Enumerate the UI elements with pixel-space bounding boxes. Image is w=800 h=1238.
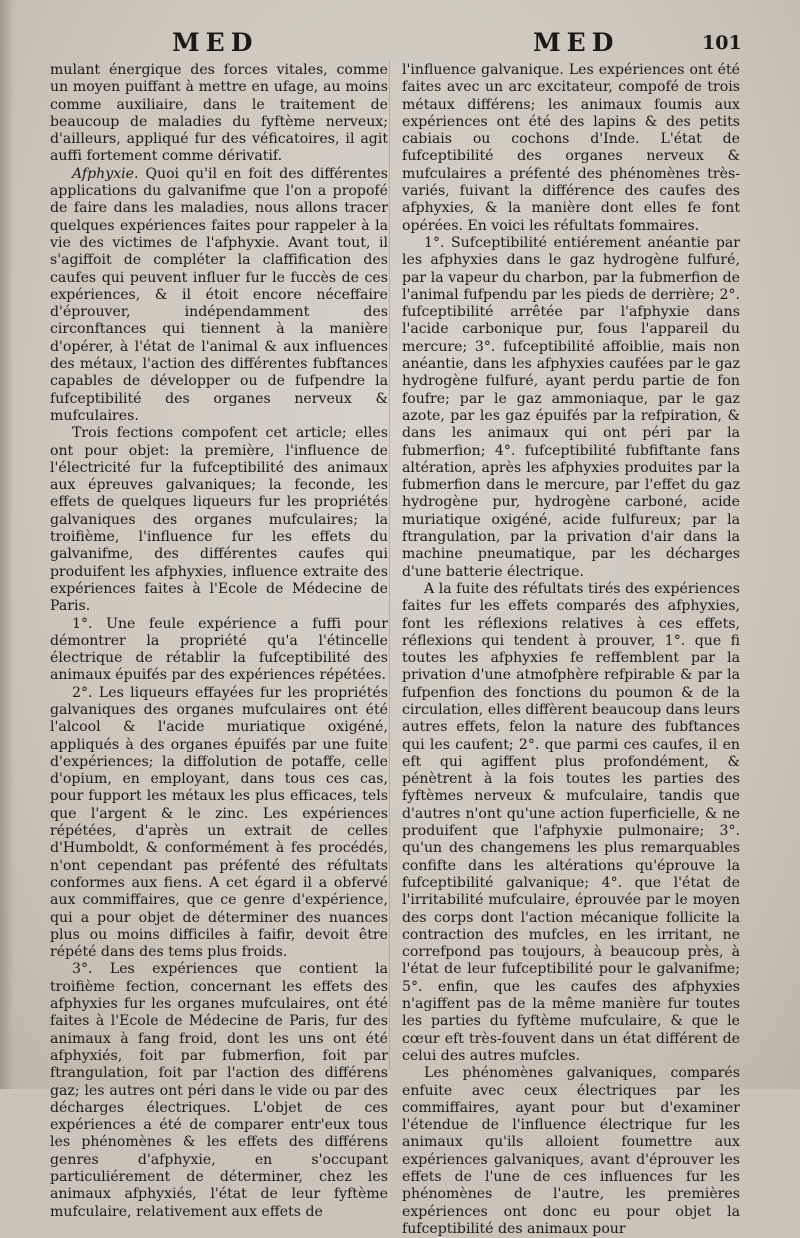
running-head-right: MED	[533, 28, 620, 57]
paragraph	[50, 425, 388, 615]
paragraph	[50, 616, 388, 685]
paragraph	[50, 166, 388, 425]
page-number: 101	[702, 32, 742, 54]
paragraph	[402, 581, 740, 1065]
paragraph-text: 1°. Une feule expérience a fuffi pour démontrer la propriété qu'a l'étincelle électrique de rétablir la fufceptibilité des animaux épuifés par des expériences répétées.	[50, 615, 388, 684]
paragraph-text: Les phénomènes galvaniques, comparés enfuite avec ceux électriques par les commiffaires, ayant pour but d'examiner l'étendue de l'influence électrique fur les animaux qu'ils alloient foumettre aux expériences galvaniques, avant d'éprouver les effets de l'une de ces influences fur les phénomènes de l'autre, les premières expériences ont donc eu pour objet la fufceptibilité des animaux pour	[402, 1065, 740, 1237]
paragraph-text: mulant énergique des forces vitales, comme un moyen puiffant à mettre en ufage, au moins comme auxiliaire, dans le traitement de beaucoup de maladies du fyftème nerveux; d'ailleurs, appliqué fur des véficatoires, il agit auffi fortement comme dérivatif.	[50, 62, 388, 165]
paragraph-text: Quoi qu'il en foit des différentes applications du galvanifme que l'on a propofé de faire dans les maladies, nous allons tracer quelques expériences faites pour rappeler à la vie des victimes de l'afphyxie. Avant tout, il s'agiffoit de compléter la claffification des caufes qui peuvent influer fur le fuccès de ces expériences, & il étoit encore néceffaire d'éprouver, indépendamment des circonftances qui tiennent à la manière d'opérer, à l'état de l'animal & aux influences des métaux, l'action des différentes fubftances capables de développer ou de fufpendre la fufceptibilité des organes nerveux & mufculaires.	[50, 165, 388, 424]
paragraph-text: 3°. Les expériences que contient la troifième fection, concernant les effets des afphyxies fur les organes mufculaires, ont été faites à l'Ecole de Médecine de Paris, fur des animaux à fang froid, dont les uns ont été afphyxiés, foit par fubmerfion, foit par ftrangulation, foit par l'action des différens gaz; les autres ont péri dans le vide ou par des décharges électriques. L'objet de ces expériences a été de comparer entr'eux tous les phénomènes & les effets des différens genres d'afphyxie, en s'occupant particuliérement de déterminer, chez les animaux afphyxiés, l'état de leur fyftème mufculaire, relativement aux effets de	[50, 961, 388, 1220]
paragraph	[402, 1065, 740, 1238]
paragraph	[50, 62, 388, 166]
left-column	[50, 62, 388, 1220]
right-column	[402, 62, 740, 1237]
paragraph-text: A la fuite des réfultats tirés des expériences faites fur les effets comparés des afphyxies, font les réflexions relatives à ces effets, réflexions qui tendent à prouver, 1°. que fi toutes les afphyxies fe reffemblent par la privation d'une atmofphère refpirable & par la fufpenfion des fonctions du poumon & de la circulation, elles diffèrent beaucoup dans leurs autres effets, felon la nature des fubftances qui les caufent; 2°. que parmi ces caufes, il en eft qui agiffent plus profondément, & pénètrent à la fois toutes les parties des fyftèmes nerveux & mufculaire, tandis que d'autres n'ont qu'une action fuperficielle, & ne produifent que l'afphyxie pulmonaire; 3°. qu'un des changemens les plus remarquables confifte dans les altérations qu'éprouve la fufceptibilité galvanique; 4°. que l'état de l'irritabilité mufculaire, éprouvée par le moyen des corps dont l'action mécanique follicite la contraction des mufcles, en les irritant, ne correfpond pas toujours, à beaucoup près, à l'état de leur fufceptibilité pour le galvanifme; 5°. enfin, que les caufes des afphyxies n'agiffent pas de la même manière fur toutes les parties du fyftème mufculaire, & que le cœur eft très-fouvent dans un état différent de celui des autres mufcles.	[402, 580, 740, 1064]
paragraph-lead: Afphyxie.	[72, 165, 139, 182]
binding-shadow	[0, 0, 14, 1089]
column-divider	[389, 60, 390, 1070]
paragraph	[402, 62, 740, 235]
paragraph-text: l'influence galvanique. Les expériences ont été faites avec un arc excitateur, compofé de trois métaux différens; les animaux foumis aux expériences ont été des lapins & des petits cabiais ou cochons d'Inde. L'état de fufceptibilité des organes nerveux & mufculaires a préfenté des phénomènes très-variés, fuivant la différence des caufes des afphyxies, & la manière dont elles fe font opérées. En voici les réfultats fommaires.	[402, 62, 740, 234]
running-head-left: MED	[172, 28, 259, 57]
paragraph	[50, 961, 388, 1220]
paragraph-text: 1°. Sufceptibilité entiérement anéantie par les afphyxies dans le gaz hydrogène fulfuré, par la vapeur du charbon, par la fubmerfion de l'animal fufpendu par les pieds de derrière; 2°. fufceptibilité arrêtée par l'afphyxie dans l'acide carbonique pur, fous l'appareil du mercure; 3°. fufceptibilité affoiblie, mais non anéantie, dans les afphyxies caufées par le gaz hydrogène fulfuré, ayant perdu partie de fon foufre; par le gaz ammoniaque, par le gaz azote, par les gaz épuifés par la refpiration, & dans les animaux qui ont péri par la fubmerfion; 4°. fufceptibilité fubfiftante fans altération, après les afphyxies produites par la fubmerfion dans le mercure, par l'effet du gaz hydrogène pur, hydrogène carboné, acide muriatique oxigéné, acide fulfureux; par la ftrangulation, par la privation d'air dans la machine pneumatique, par les décharges d'une batterie électrique.	[402, 234, 740, 580]
paragraph	[402, 235, 740, 581]
paragraph-text: 2°. Les liqueurs effayées fur les propriétés galvaniques des organes mufculaires ont été l'alcool & l'acide muriatique oxigéné, appliqués à des organes épuifés par une fuite d'expériences; la diffolution de potaffe, celle d'opium, en employant, dans tous ces cas, pour fupport les métaux les plus efficaces, tels que l'argent & le zinc. Les expériences répétées, d'après un extrait de celles d'Humboldt, & conformément à fes procédés, n'ont cependant pas préfenté des réfultats conformes aux fiens. A cet égard il a obfervé aux commiffaires, que ce genre d'expérience, qui a pour objet de déterminer des nuances plus ou moins difficiles à faifir, devoit être répété dans des tems plus froids.	[50, 684, 388, 961]
paragraph	[50, 685, 388, 962]
paragraph-text: Trois fections compofent cet article; elles ont pour objet: la première, l'influence de l'électricité fur la fufceptibilité des animaux aux épreuves galvaniques; la feconde, les effets de quelques liqueurs fur les propriétés galvaniques des organes mufculaires; la troifième, l'influence fur les effets du galvanifme, des différentes caufes qui produifent les afphyxies, influence extraite des expériences faites à l'Ecole de Médecine de Paris.	[50, 425, 388, 615]
